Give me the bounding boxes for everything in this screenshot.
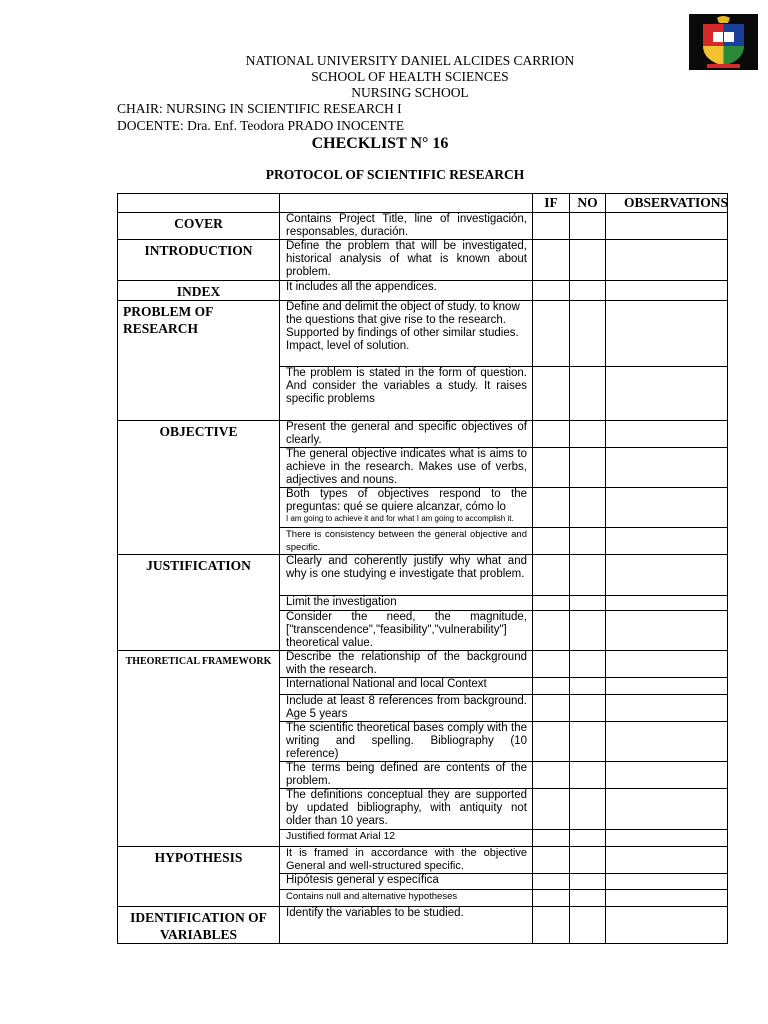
- no-cell[interactable]: [570, 678, 606, 695]
- section-identification-of-variables: IDENTIFICATION OF VARIABLES: [118, 907, 280, 944]
- criterion-text: Present the general and specific objectives of clearly.: [280, 421, 533, 448]
- if-cell[interactable]: [533, 789, 570, 830]
- criterion-text: Hipótesis general y específica: [280, 874, 533, 890]
- if-cell[interactable]: [533, 301, 570, 367]
- school-name: SCHOOL OF HEALTH SCIENCES: [311, 69, 509, 84]
- criterion-text: The scientific theoretical bases comply with the writing and spelling. Bibliography (10 reference): [280, 722, 533, 762]
- if-cell[interactable]: [533, 488, 570, 528]
- criterion-text: It is framed in accordance with the objective General and well-structured specific.: [280, 847, 533, 874]
- criterion-cell: [280, 488, 533, 528]
- observations-cell[interactable]: [606, 240, 728, 281]
- criterion-text: It includes all the appendices.: [280, 281, 533, 301]
- no-cell[interactable]: [570, 301, 606, 367]
- no-cell[interactable]: [570, 695, 606, 722]
- section-theoretical-framework: THEORETICAL FRAMEWORK: [118, 651, 280, 847]
- observations-cell[interactable]: [606, 213, 728, 240]
- if-cell[interactable]: [533, 611, 570, 651]
- if-cell[interactable]: [533, 448, 570, 488]
- observations-cell[interactable]: [606, 907, 728, 944]
- if-cell[interactable]: [533, 555, 570, 596]
- if-cell[interactable]: [533, 762, 570, 789]
- if-cell[interactable]: [533, 722, 570, 762]
- no-cell[interactable]: [570, 830, 606, 847]
- if-cell[interactable]: [533, 874, 570, 890]
- if-cell[interactable]: [533, 421, 570, 448]
- if-cell[interactable]: [533, 890, 570, 907]
- criterion-text: Describe the relationship of the background with the research.: [280, 651, 533, 678]
- table-row: [118, 651, 728, 678]
- no-cell[interactable]: [570, 488, 606, 528]
- criterion-text: Define and delimit the object of study. to know the questions that give rise to the research. Supported by findings of other similar studies. Impact, level of solution.: [280, 301, 533, 367]
- no-cell[interactable]: [570, 847, 606, 874]
- observations-cell[interactable]: [606, 847, 728, 874]
- docente-line: DOCENTE: Dra. Enf. Teodora PRADO INOCENTE: [117, 118, 405, 133]
- no-cell[interactable]: [570, 528, 606, 555]
- no-cell[interactable]: [570, 596, 606, 611]
- protocol-subtitle: PROTOCOL OF SCIENTIFIC RESEARCH: [265, 167, 525, 182]
- if-cell[interactable]: [533, 367, 570, 421]
- section-introduction: INTRODUCTION: [118, 240, 280, 281]
- section-index: INDEX: [118, 281, 280, 301]
- table-row: [118, 213, 728, 240]
- criterion-text: Justified format Arial 12: [280, 830, 533, 847]
- criterion-text: There is consistency between the general objective and specific.: [280, 528, 533, 555]
- if-cell[interactable]: [533, 596, 570, 611]
- criterion-text: Include at least 8 references from background. Age 5 years: [280, 695, 533, 722]
- table-row: [118, 907, 728, 944]
- no-cell[interactable]: [570, 874, 606, 890]
- if-cell[interactable]: [533, 907, 570, 944]
- observations-cell[interactable]: [606, 367, 728, 421]
- criterion-text: Define the problem that will be investigated, historical analysis of what is known about problem.: [280, 240, 533, 281]
- if-cell[interactable]: [533, 651, 570, 678]
- criterion-text: The definitions conceptual they are supported by updated bibliography, with antiquity not older than 10 years.: [280, 789, 533, 830]
- if-cell[interactable]: [533, 695, 570, 722]
- no-cell[interactable]: [570, 421, 606, 448]
- observations-cell[interactable]: [606, 695, 728, 722]
- criterion-text: The terms being defined are contents of the problem.: [280, 762, 533, 789]
- observations-cell[interactable]: [606, 555, 728, 596]
- section-problem-of-research: [118, 301, 280, 421]
- criterion-text: Contains Project Title, line of investigación, responsables, duración.: [280, 213, 533, 240]
- criterion-text: Both types of objectives respond to the preguntas: qué se quiere alcanzar, cómo lo: [286, 488, 527, 513]
- observations-cell[interactable]: [606, 874, 728, 890]
- no-cell[interactable]: [570, 890, 606, 907]
- checklist-title: CHECKLIST N° 16: [311, 135, 449, 152]
- observations-cell[interactable]: [606, 722, 728, 762]
- section-hypothesis: HYPOTHESIS: [118, 847, 280, 907]
- header-blank: [280, 194, 533, 213]
- observations-cell[interactable]: [606, 789, 728, 830]
- observations-cell[interactable]: [606, 528, 728, 555]
- observations-cell[interactable]: [606, 448, 728, 488]
- if-cell[interactable]: [533, 281, 570, 301]
- observations-cell[interactable]: [606, 301, 728, 367]
- column-observations: OBSERVATIONS: [606, 194, 728, 213]
- section-justification: JUSTIFICATION: [118, 555, 280, 651]
- table-row: [118, 421, 728, 448]
- no-cell[interactable]: [570, 367, 606, 421]
- nursing-school: NURSING SCHOOL: [351, 85, 469, 100]
- observations-cell[interactable]: [606, 421, 728, 448]
- section-cover: COVER: [118, 213, 280, 240]
- observations-cell[interactable]: [606, 596, 728, 611]
- no-cell[interactable]: [570, 762, 606, 789]
- criterion-text: Consider the need, the magnitude, ["transcendence","feasibility","vulnerability"] theoretical value.: [280, 611, 533, 651]
- column-if: IF: [533, 194, 570, 213]
- section-objective: OBJECTIVE: [118, 421, 280, 555]
- university-name: NATIONAL UNIVERSITY DANIEL ALCIDES CARRION: [245, 53, 575, 68]
- if-cell[interactable]: [533, 528, 570, 555]
- no-cell[interactable]: [570, 651, 606, 678]
- no-cell[interactable]: [570, 789, 606, 830]
- no-cell[interactable]: [570, 907, 606, 944]
- observations-cell[interactable]: [606, 762, 728, 789]
- no-cell[interactable]: [570, 240, 606, 281]
- chair-line: CHAIR: NURSING IN SCIENTIFIC RESEARCH I: [117, 101, 402, 116]
- criterion-text: Contains null and alternative hypotheses: [280, 890, 533, 907]
- checklist-table: [117, 193, 728, 944]
- observations-cell[interactable]: [606, 890, 728, 907]
- no-cell[interactable]: [570, 213, 606, 240]
- criterion-text: Clearly and coherently justify why what and why is one studying e investigate that problem.: [280, 555, 533, 596]
- section-label: PROBLEM OF RESEARCH: [123, 304, 213, 336]
- criterion-text: The general objective indicates what is aims to achieve in the research. Makes use of verbs, adjectives and nouns.: [280, 448, 533, 488]
- no-cell[interactable]: [570, 555, 606, 596]
- observations-cell[interactable]: [606, 488, 728, 528]
- no-cell[interactable]: [570, 611, 606, 651]
- table-row: [118, 240, 728, 281]
- table-header-row: [118, 194, 728, 213]
- table-row: [118, 555, 728, 596]
- column-no: NO: [570, 194, 606, 213]
- criterion-note: I am going to achieve it and for what I am going to accomplish it.: [286, 514, 514, 523]
- observations-cell[interactable]: [606, 611, 728, 651]
- if-cell[interactable]: [533, 847, 570, 874]
- no-cell[interactable]: [570, 448, 606, 488]
- if-cell[interactable]: [533, 213, 570, 240]
- observations-cell[interactable]: [606, 281, 728, 301]
- criterion-text: Limit the investigation: [280, 596, 533, 611]
- if-cell[interactable]: [533, 240, 570, 281]
- observations-cell[interactable]: [606, 651, 728, 678]
- observations-cell[interactable]: [606, 830, 728, 847]
- criterion-text: Identify the variables to be studied.: [280, 907, 533, 944]
- observations-cell[interactable]: [606, 678, 728, 695]
- table-row: [118, 847, 728, 874]
- table-row: [118, 281, 728, 301]
- if-cell[interactable]: [533, 830, 570, 847]
- header-blank: [118, 194, 280, 213]
- table-row: [118, 301, 728, 367]
- no-cell[interactable]: [570, 281, 606, 301]
- if-cell[interactable]: [533, 678, 570, 695]
- criterion-text: International National and local Context: [280, 678, 533, 695]
- no-cell[interactable]: [570, 722, 606, 762]
- criterion-text: The problem is stated in the form of question. And consider the variables a study. It raises specific problems: [280, 367, 533, 421]
